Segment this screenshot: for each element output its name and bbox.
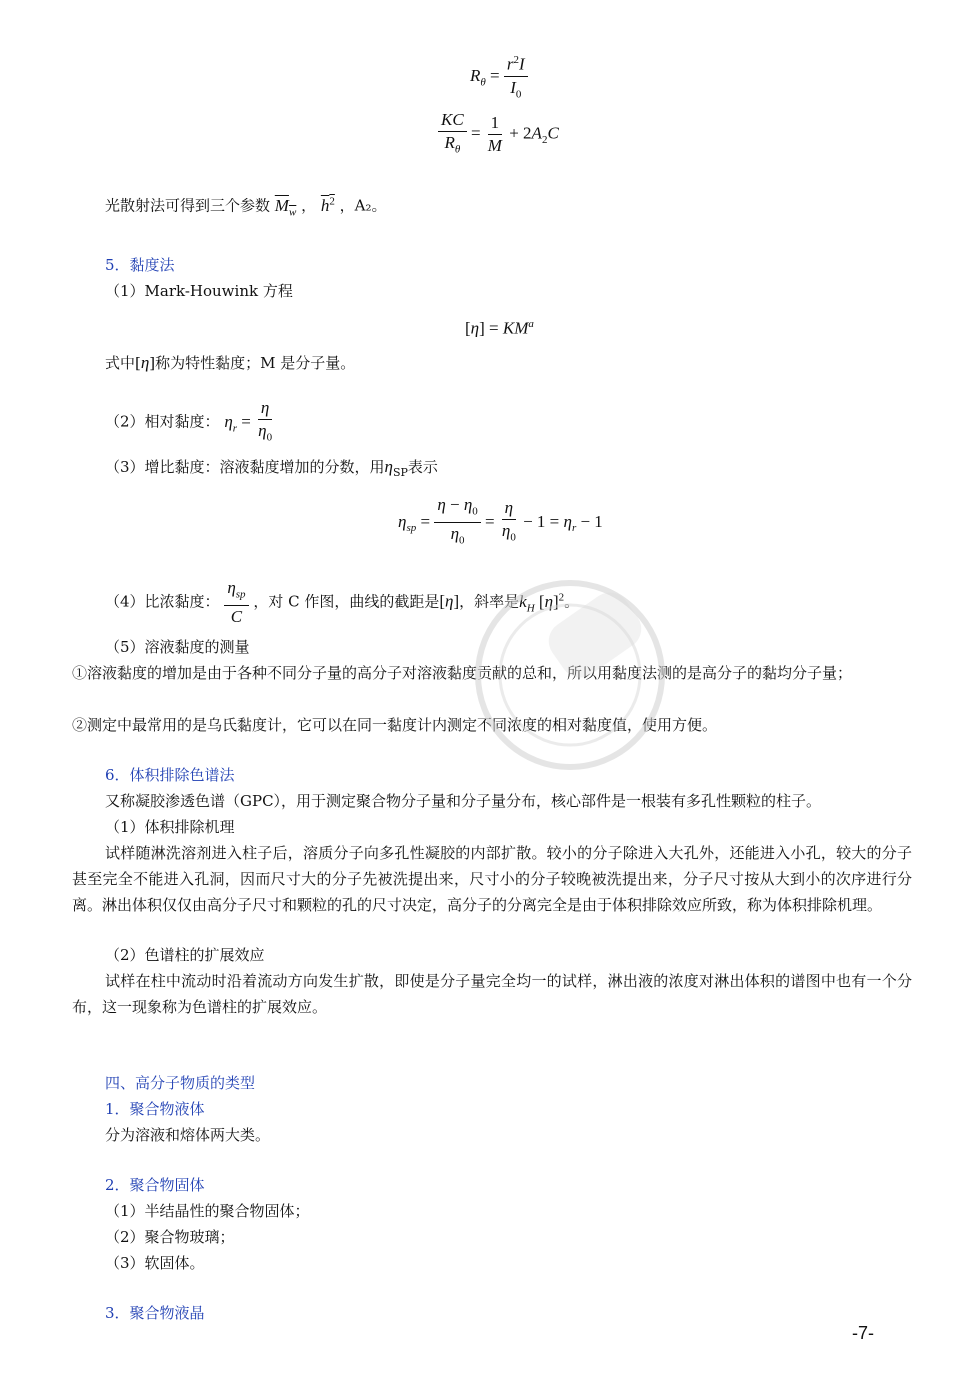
text-4-2b: （2）聚合物玻璃； bbox=[105, 1228, 235, 1246]
heading-4-3: 3．聚合物液晶 bbox=[105, 1304, 205, 1322]
heading-5: 5．黏度法 bbox=[105, 256, 175, 274]
text-5-3: （3）增比黏度：溶液黏度增加的分数，用$\eta_{SP}$表示 bbox=[105, 457, 438, 479]
heading-4-2: 2．聚合物固体 bbox=[105, 1176, 205, 1194]
text-6-2a: 试样在柱中流动时沿着流动方向发生扩散，即使是分子量完全均一的试样，淋出液的浓度对淋出体积的谱图中也有一个分布，这一现象称为色谱柱的扩展效应。 bbox=[72, 972, 912, 1016]
text-6-2: （2）色谱柱的扩展效应 bbox=[105, 946, 265, 964]
h2-symbol: $h^2$ bbox=[320, 195, 335, 215]
text-4-1: 分为溶液和熔体两大类。 bbox=[105, 1126, 271, 1144]
text-5-5b: ②测定中最常用的是乌氏黏度计，它可以在同一黏度计内测定不同浓度的相对黏度值，使用方便。 bbox=[72, 716, 718, 734]
text-6-1a: 试样随淋洗溶剂进入柱子后，溶质分子向多孔性凝胶的内部扩散。较小的分子除进入大孔外，还能进入小孔，较大的分子甚至完全不能进入孔洞，因而尺寸大的分子先被洗提出来，尺寸小的分子较晚被洗提出来，分子尺寸按从大到小的次序进行分离。淋出体积仅仅由高分子尺寸和颗粒的孔的尺寸决定，高分子的分离完全是由于体积排除效应所致，称为体积排除机理。 bbox=[72, 844, 912, 914]
formula-kc: $\frac{KC}{R_\theta}$ = $\frac{1}{M}$ + $2A_2C$ bbox=[438, 110, 559, 159]
light-scatter-line: 光散射法可得到三个参数 $M_w$ ， $h^2$ ，A₂。 bbox=[105, 195, 387, 219]
text-5-5: （5）溶液黏度的测量 bbox=[105, 638, 250, 656]
text-5-4: （4）比浓黏度： $\frac{\eta_{sp}}{C}$ ，对 C 作图，曲线的截距是[η]，斜率是$k_H$ $[\eta]^2$。 bbox=[105, 578, 580, 627]
text-5-1b: 式中[η]称为特性黏度；M 是分子量。 bbox=[105, 353, 356, 372]
heading-section-4: 四、高分子物质的类型 bbox=[105, 1074, 256, 1092]
text-4-2a: （1）半结晶性的聚合物固体； bbox=[105, 1202, 310, 1220]
mw-symbol: $M_w$ bbox=[274, 195, 297, 219]
formula-eta-sp: $\eta_{sp}$ = $\frac{\eta - \eta_0}{\eta_0}$ = $\frac{\eta}{\eta_0}$ − $1 = \eta_r - 1$ bbox=[398, 495, 603, 547]
text-4-2c: （3）软固体。 bbox=[105, 1254, 205, 1272]
text-6-1: （1）体积排除机理 bbox=[105, 818, 235, 836]
formula-mark-houwink: $[\eta] = KM^a$ bbox=[465, 318, 534, 338]
text-5-5a: ①溶液黏度的增加是由于各种不同分子量的高分子对溶液黏度贡献的总和，所以用黏度法测的是高分子的黏均分子量； bbox=[72, 664, 853, 682]
text-5-1: （1）Mark-Houwink 方程 bbox=[105, 282, 293, 300]
page-number: -7- bbox=[852, 1323, 874, 1343]
heading-4-1: 1．聚合物液体 bbox=[105, 1100, 205, 1118]
text-6-0: 又称凝胶渗透色谱（GPC），用于测定聚合物分子量和分子量分布，核心部件是一根装有多孔性颗粒的柱子。 bbox=[105, 792, 822, 810]
heading-6: 6．体积排除色谱法 bbox=[105, 766, 235, 784]
formula-r-theta: $R_\theta$ = $\frac{r^2I}{I_0}$ bbox=[470, 50, 528, 104]
text-5-2: （2）相对黏度： $\eta_r$ = $\frac{\eta}{\eta_0}$ bbox=[105, 398, 273, 444]
